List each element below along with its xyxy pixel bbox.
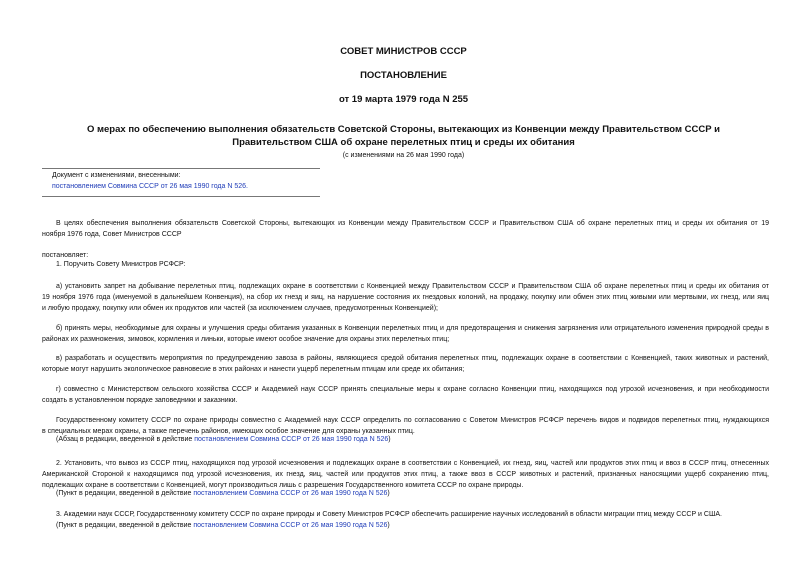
changes-bottom-rule [42, 196, 320, 197]
item-2-amend-link[interactable]: постановлением Совмина СССР от 26 мая 1990 года N 526 [193, 490, 388, 497]
authority-heading: СОВЕТ МИНИСТРОВ СССР [340, 46, 467, 57]
goskom-amend-link[interactable]: постановлением Совмина СССР от 26 мая 1990 года N 526 [194, 436, 389, 443]
para-b-line-2: районах их размножения, зимовок, кормления и линьки, которые имеют особое значение для охраны этих перелетных птиц; [42, 336, 450, 343]
item-2-line-3: подлежащих охране в соответствии с Конвенцией, могут производиться лишь с разрешения Государственного комитета СССР по охране природы. [42, 482, 524, 489]
preamble-line-1: В целях обеспечения выполнения обязательств Советской Стороны, вытекающих из Конвенции между Правительством СССР и Правительством США об охране перелетных птиц и среды их обитания от 19 [56, 220, 769, 227]
item-2-amend-note: (Пункт в редакции, введенной в действие постановлением Совмина СССР от 26 мая 1990 года N 526) [56, 490, 390, 497]
decrees-label: постановляет: [42, 252, 89, 259]
item-3-amend-note: (Пункт в редакции, введенной в действие постановлением Совмина СССР от 26 мая 1990 года N 526) [56, 522, 390, 529]
item-3-amend-link[interactable]: постановлением Совмина СССР от 26 мая 1990 года N 526 [193, 522, 388, 529]
goskom-amend-note: (Абзац в редакции, введенной в действие постановлением Совмина СССР от 26 мая 1990 года N 526) [56, 436, 391, 443]
document-title: О мерах по обеспечению выполнения обязательств Советской Стороны, вытекающих из Конвенции между Правительством СССР и Правительством США об охране перелетных птиц и среды их обитания [86, 124, 721, 148]
para-b-line-1: б) принять меры, необходимые для охраны и улучшения среды обитания указанных в Конвенции перелетных птиц и для предотвращения и снижения загрязнения или отрицательного изменения природной среды в [56, 325, 769, 332]
goskom-line-2: в специальных мерах охраны, а также перечень районов, имеющих особое значение для охраны указанных птиц. [42, 428, 415, 435]
para-a-line-1: а) установить запрет на добывание перелетных птиц, подлежащих охране в соответствии с Конвенцией между Правительством СССР и Правительством США об охране перелетных птиц и среды их обитания от [56, 283, 769, 290]
item-1: 1. Поручить Совету Министров РСФСР: [56, 261, 186, 268]
doc-type-heading: ПОСТАНОВЛЕНИЕ [360, 70, 447, 81]
changes-top-rule [42, 168, 320, 169]
para-a-line-3: и любую продажу, покупку или обмен их продуктов или частей (за исключением случаев, предусмотренных Конвенцией); [42, 305, 438, 312]
date-number-heading: от 19 марта 1979 года N 255 [338, 94, 469, 105]
para-v-line-2: которые могут нарушить экологическое равновесие в этих районах и нанести ущерб перелетным птицам или среде их обитания; [42, 366, 465, 373]
changes-label: Документ с изменениями, внесенными: [52, 172, 181, 179]
changes-link[interactable]: постановлением Совмина СССР от 26 мая 1990 года N 526. [52, 183, 248, 190]
goskom-line-1: Государственному комитету СССР по охране природы совместно с Академией наук СССР определить по согласованию с Советом Министров РСФСР перечень видов и подвидов перелетных птиц, нуждающихся [56, 417, 769, 424]
amendments-note: (с изменениями на 26 мая 1990 года) [342, 152, 465, 159]
item-2-line-2: Американской Стороной к находящимся под угрозой исчезновения, их гнезд, яиц, частей или продуктов этих птиц, а также ввоз в СССР животных и растений, признанных наносящими ущерб сохранению птиц, [42, 471, 769, 478]
para-g-line-2: создать в установленном порядке заповедники и заказники. [42, 397, 238, 404]
para-v-line-1: в) разработать и осуществить мероприятия по предупреждению завоза в районы, являющиеся средой обитания перелетных птиц, подлежащих охране в соответствии с Конвенцией, таких животных и растений, [56, 355, 769, 362]
item-2-line-1: 2. Установить, что вывоз из СССР птиц, находящихся под угрозой исчезновения и подлежащих охране в соответствии с Конвенцией, их гнезд, яиц, частей или продуктов этих птиц и ввоз в СССР птиц, отнесенных [56, 460, 769, 467]
preamble-line-2: ноября 1976 года, Совет Министров СССР [42, 231, 182, 238]
para-a-line-2: 19 ноября 1976 года (именуемой в дальнейшем Конвенция), на сбор их гнезд и яиц, на нарушение состояния их гнездовых колоний, на продажу, покупку или обмен этих птиц живыми или мертвыми, их гнезд, или яиц [42, 294, 769, 301]
item-3: 3. Академии наук СССР, Государственному комитету СССР по охране природы и Совету Министров РСФСР обеспечить расширение научных исследований в области миграции птиц между СССР и США. [56, 511, 722, 518]
para-g-line-1: г) совместно с Министерством сельского хозяйства СССР и Академией наук СССР принять специальные меры к охране согласно Конвенции птиц, находящихся под угрозой исчезновения, и при необходимости [56, 386, 769, 393]
